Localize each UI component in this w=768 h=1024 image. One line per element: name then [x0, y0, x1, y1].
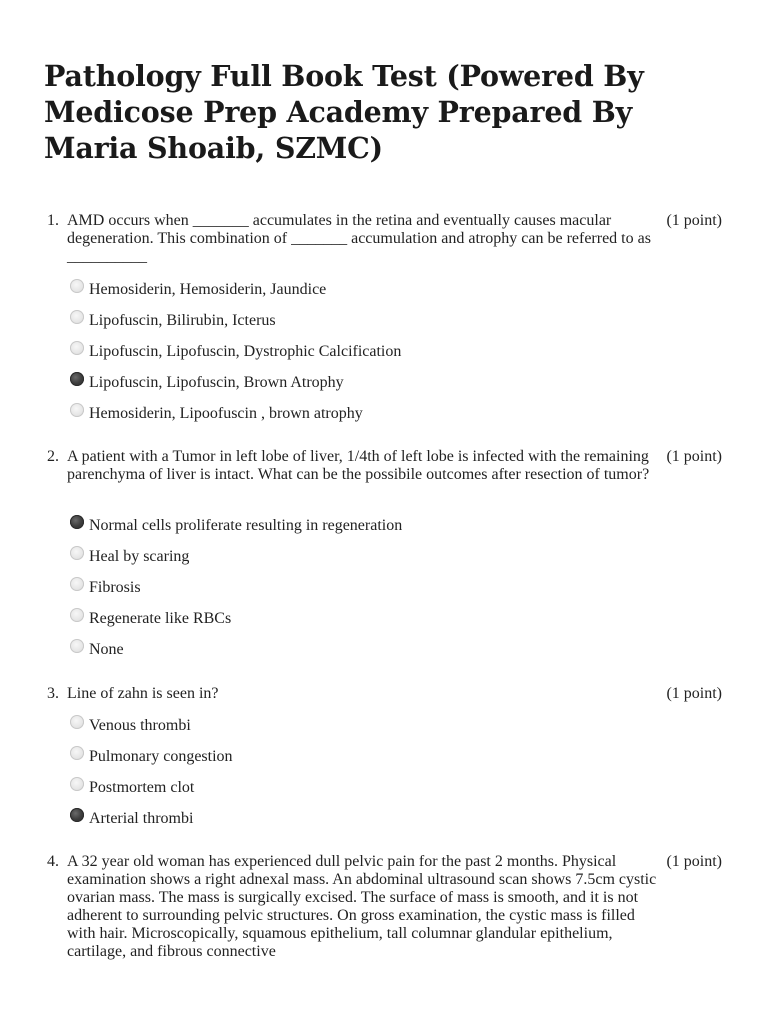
option-label: Venous thrombi [89, 717, 191, 734]
question-number: 3. [47, 685, 59, 702]
option-label: Lipofuscin, Lipofuscin, Dystrophic Calcification [89, 343, 402, 360]
option-label: Hemosiderin, Hemosiderin, Jaundice [89, 281, 327, 298]
radio-button[interactable] [70, 777, 84, 791]
radio-button-selected[interactable] [70, 515, 84, 529]
radio-button[interactable] [70, 310, 84, 324]
question-number: 4. [47, 853, 59, 870]
question-points: (1 point) [666, 448, 722, 465]
question-text: AMD occurs when _______ accumulates in the retina and eventually causes macular degeneration. This combination of _______ accumulation and atrophy can be referred to as __________ [67, 212, 651, 265]
radio-button[interactable] [70, 715, 84, 729]
option-label: Lipofuscin, Lipofuscin, Brown Atrophy [89, 374, 344, 391]
question-text: A patient with a Tumor in left lobe of liver, 1/4th of left lobe is infected with the remaining parenchyma of liver is intact. What can be the possibile outcomes after resection of tumor? [67, 448, 650, 483]
radio-button[interactable] [70, 546, 84, 560]
question-points: (1 point) [666, 212, 722, 229]
radio-button[interactable] [70, 639, 84, 653]
option-label: Normal cells proliferate resulting in regeneration [89, 517, 403, 534]
page-title: Pathology Full Book Test (Powered By Medicose Prep Academy Prepared By Maria Shoaib, SZMC) [44, 59, 644, 165]
radio-button[interactable] [70, 279, 84, 293]
radio-button[interactable] [70, 403, 84, 417]
option-label: None [89, 641, 124, 658]
radio-button[interactable] [70, 608, 84, 622]
option-label: Lipofuscin, Bilirubin, Icterus [89, 312, 276, 329]
question-text: A 32 year old woman has experienced dull pelvic pain for the past 2 months. Physical examination shows a right adnexal mass. An abdominal ultrasound scan shows 7.5cm cystic ovarian mass. The mass is surgically excised. The surface of mass is smooth, and it is not adherent to surrounding pelvic structures. On gross examination, the cystic mass is filled with hair. Microscopically, squamous epithelium, tall columnar glandular epithelium, cartilage, and fibrous connective [67, 853, 657, 960]
option-label: Fibrosis [89, 579, 141, 596]
question-text: Line of zahn is seen in? [67, 685, 219, 702]
option-label: Pulmonary congestion [89, 748, 233, 765]
option-label: Arterial thrombi [89, 810, 194, 827]
question-points: (1 point) [666, 685, 722, 702]
option-label: Hemosiderin, Lipoofuscin , brown atrophy [89, 405, 363, 422]
radio-button[interactable] [70, 746, 84, 760]
option-label: Heal by scaring [89, 548, 190, 565]
option-label: Postmortem clot [89, 779, 195, 796]
question-number: 2. [47, 448, 59, 465]
radio-button-selected[interactable] [70, 372, 84, 386]
option-label: Regenerate like RBCs [89, 610, 232, 627]
radio-button[interactable] [70, 577, 84, 591]
radio-button-selected[interactable] [70, 808, 84, 822]
question-number: 1. [47, 212, 59, 229]
question-points: (1 point) [666, 853, 722, 870]
radio-button[interactable] [70, 341, 84, 355]
